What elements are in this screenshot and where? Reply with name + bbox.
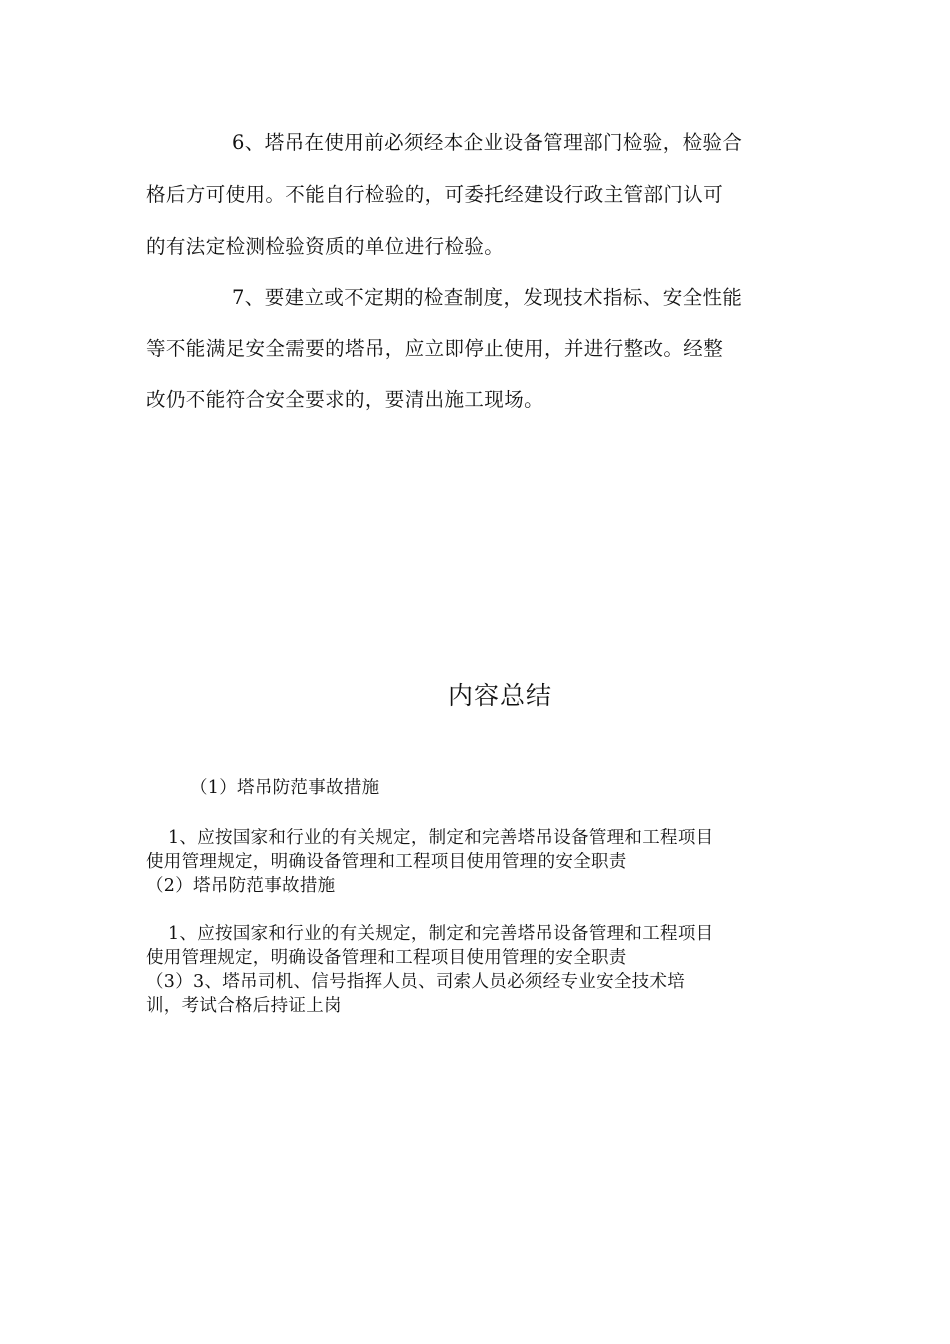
summary-line-6: 训，考试合格后持证上岗	[146, 996, 342, 1016]
summary-line-4: 使用管理规定，明确设备管理和工程项目使用管理的安全职责	[146, 948, 627, 968]
summary-line-5: （3）3、塔吊司机、信号指挥人员、司索人员必须经专业安全技术培	[146, 972, 686, 992]
paragraph-7-line-3: 改仍不能符合安全要求的，要清出施工现场。	[146, 388, 545, 411]
paragraph-6-line-3: 的有法定检测检验资质的单位进行检验。	[146, 235, 505, 258]
summary-heading-1: （1）塔吊防范事故措施	[190, 778, 380, 798]
summary-line-1: 1、应按国家和行业的有关规定，制定和完善塔吊设备管理和工程项目	[168, 828, 714, 848]
paragraph-7-line-1: 7、要建立或不定期的检查制度，发现技术指标、安全性能	[232, 286, 743, 309]
summary-line-2: 使用管理规定，明确设备管理和工程项目使用管理的安全职责	[146, 852, 627, 872]
summary-line-3: 1、应按国家和行业的有关规定，制定和完善塔吊设备管理和工程项目	[168, 924, 714, 944]
summary-title: 内容总结	[448, 681, 553, 710]
paragraph-7-line-2: 等不能满足安全需要的塔吊，应立即停止使用，并进行整改。经整	[146, 337, 724, 360]
paragraph-6-line-2: 格后方可使用。不能自行检验的，可委托经建设行政主管部门认可	[146, 183, 724, 206]
paragraph-6-line-1: 6、塔吊在使用前必须经本企业设备管理部门检验，检验合	[232, 131, 743, 154]
summary-heading-2: （2）塔吊防范事故措施	[146, 876, 336, 896]
